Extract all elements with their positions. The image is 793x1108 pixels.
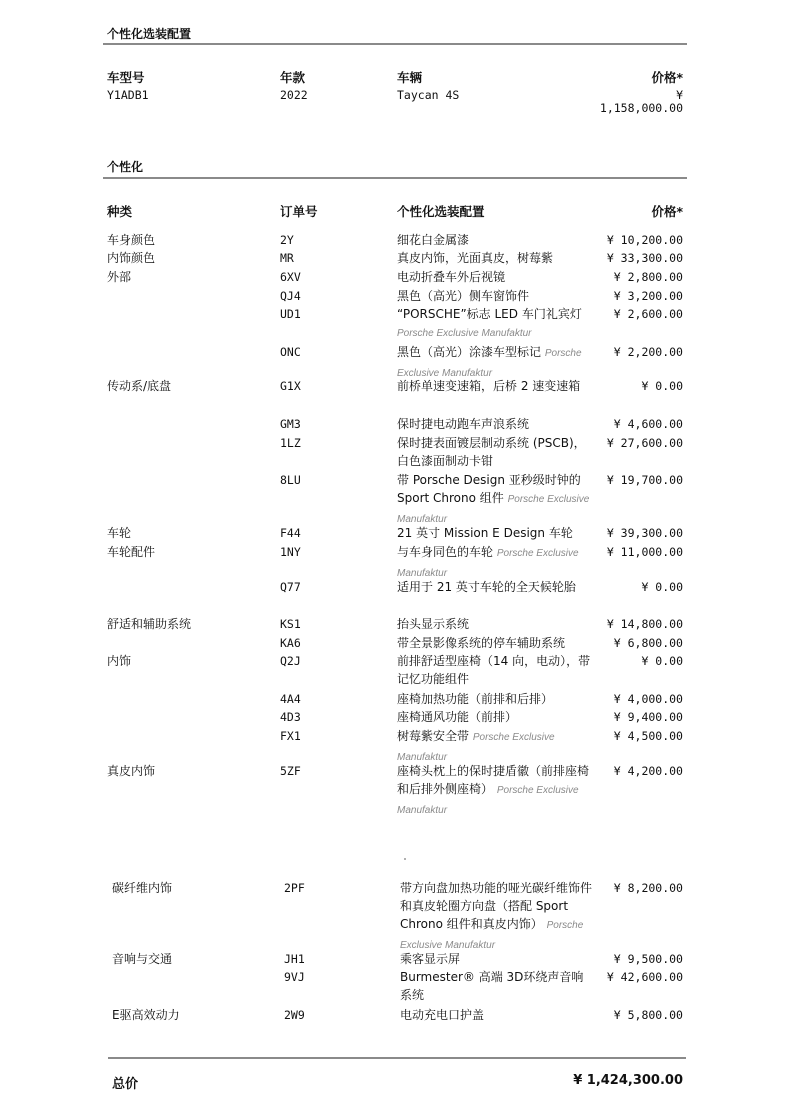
row-code: QJ4 xyxy=(280,289,301,303)
row-code: F44 xyxy=(280,526,301,540)
row-price: ¥ 10,200.00 xyxy=(606,233,683,247)
row-desc-text: 与车身同色的车轮 xyxy=(397,545,494,559)
row-price: ¥ 2,200.00 xyxy=(613,345,683,359)
row-price: ¥ 27,600.00 xyxy=(606,436,683,450)
row-desc: 细花白金属漆 xyxy=(397,233,470,247)
row-price: ¥ 9,500.00 xyxy=(613,952,683,966)
row-desc: 乘客显示屏 xyxy=(400,952,461,966)
vehicle-value: Taycan 4S xyxy=(397,88,460,102)
row-price: ¥ 2,600.00 xyxy=(613,307,683,321)
row-code: 4D3 xyxy=(280,710,301,724)
row-price: ¥ 0.00 xyxy=(641,580,683,594)
row-code: 2PF xyxy=(284,881,305,895)
row-code: UD1 xyxy=(280,307,301,321)
row-price: ¥ 39,300.00 xyxy=(606,526,683,540)
header-year: 年款 xyxy=(280,70,306,85)
row-desc: 抬头显示系统 xyxy=(397,617,470,631)
header-vehicle: 车辆 xyxy=(397,70,423,85)
row-code: ONC xyxy=(280,345,301,359)
row-desc: 前桥单速变速箱，后桥 2 速变速箱 xyxy=(397,379,581,393)
row-code: FX1 xyxy=(280,729,301,743)
row-category: 舒适和辅助系统 xyxy=(107,617,192,631)
year-value: 2022 xyxy=(280,88,308,102)
row-price: ¥ 0.00 xyxy=(641,654,683,668)
row-price: ¥ 4,600.00 xyxy=(613,417,683,431)
header-price: 价格* xyxy=(651,70,683,85)
row-manufaktur-note: Porsche Exclusive Manufaktur xyxy=(397,328,532,339)
row-category: 外部 xyxy=(107,270,132,284)
row-category: 内饰颜色 xyxy=(107,251,156,265)
row-desc: 真皮内饰，光面真皮，树莓紫 xyxy=(397,251,554,265)
row-desc: 21 英寸 Mission E Design 车轮 xyxy=(397,526,573,540)
row-category: 音响与交通 xyxy=(112,952,173,966)
row-category: E驱高效动力 xyxy=(112,1008,180,1022)
row-price: ¥ 33,300.00 xyxy=(606,251,683,265)
row-code: KA6 xyxy=(280,636,301,650)
row-desc: 电动折叠车外后视镜 xyxy=(397,270,506,284)
row-code: 5ZF xyxy=(280,764,301,778)
row-price: ¥ 0.00 xyxy=(641,379,683,393)
row-desc: Burmester® 高端 3D环绕声音响系统 xyxy=(400,970,584,1002)
row-code: 2Y xyxy=(280,233,294,247)
row-desc xyxy=(397,727,591,767)
row-code: 1LZ xyxy=(280,436,301,450)
row-price: ¥ 11,000.00 xyxy=(606,545,683,559)
row-price: ¥ 3,200.00 xyxy=(613,289,683,303)
row-code: G1X xyxy=(280,379,301,393)
row-price: ¥ 2,800.00 xyxy=(613,270,683,284)
vehicle-section-rule xyxy=(103,43,687,45)
total-value: ¥ 1,424,300.00 xyxy=(573,1073,683,1088)
row-desc: 适用于 21 英寸车轮的全天候轮胎 xyxy=(397,580,576,594)
row-price: ¥ 4,000.00 xyxy=(613,692,683,706)
row-category: 车轮配件 xyxy=(107,545,156,559)
row-code: 8LU xyxy=(280,473,301,487)
row-price: ¥ 42,600.00 xyxy=(606,970,683,984)
stray-mark xyxy=(404,858,406,860)
row-desc: 黑色（高光）侧车窗饰件 xyxy=(397,289,530,303)
vehicle-price-currency: ¥ xyxy=(676,88,683,102)
row-desc: 带全景影像系统的停车辅助系统 xyxy=(397,636,566,650)
row-desc: 电动充电口护盖 xyxy=(400,1008,485,1022)
row-code: GM3 xyxy=(280,417,301,431)
row-price: ¥ 9,400.00 xyxy=(613,710,683,724)
row-manufaktur-note: Porsche Exclusive Manufaktur xyxy=(397,732,555,763)
row-desc: 座椅通风功能（前排） xyxy=(397,710,518,724)
header-option-price: 价格* xyxy=(651,204,683,219)
row-code: 4A4 xyxy=(280,692,301,706)
row-price: ¥ 14,800.00 xyxy=(606,617,683,631)
row-desc-text: 带 Porsche Design 亚秒级时钟的 Sport Chrono 组件 xyxy=(397,473,581,505)
row-price: ¥ 6,800.00 xyxy=(613,636,683,650)
row-code: KS1 xyxy=(280,617,301,631)
row-desc-text: “PORSCHE”标志 LED 车门礼宾灯 xyxy=(397,307,582,321)
row-code: MR xyxy=(280,251,294,265)
header-option: 个性化选装配置 xyxy=(397,204,485,219)
total-label: 总价 xyxy=(112,1077,139,1092)
total-rule xyxy=(108,1057,686,1059)
row-desc-text: 黑色（高光）涂漆车型标记 xyxy=(397,345,542,359)
options-section-title: 个性化 xyxy=(107,160,144,174)
row-manufaktur-note: Porsche Exclusive Manufaktur xyxy=(397,785,579,816)
row-desc: 前排舒适型座椅（14 向，电动），带记忆功能组件 xyxy=(397,654,591,686)
row-desc-text: 座椅头枕上的保时捷盾徽（前排座椅和后排外侧座椅） xyxy=(397,764,590,796)
row-desc xyxy=(397,305,591,343)
row-code: 6XV xyxy=(280,270,301,284)
row-desc-text: 树莓紫安全带 xyxy=(397,729,470,743)
row-desc xyxy=(397,471,591,529)
row-category: 传动系/底盘 xyxy=(107,379,172,393)
header-model-no: 车型号 xyxy=(107,70,145,85)
row-price: ¥ 5,800.00 xyxy=(613,1008,683,1022)
row-desc-text: 带方向盘加热功能的哑光碳纤维饰件和真皮轮圈方向盘（搭配 Sport Chrono 组件和真皮内饰） xyxy=(400,881,593,931)
row-code: 9VJ xyxy=(284,970,305,984)
row-price: ¥ 4,500.00 xyxy=(613,729,683,743)
row-manufaktur-note: Porsche Exclusive Manufaktur xyxy=(397,548,579,579)
row-desc xyxy=(397,543,591,583)
row-code: JH1 xyxy=(284,952,305,966)
row-category: 内饰 xyxy=(107,654,132,668)
row-code: 1NY xyxy=(280,545,301,559)
row-desc xyxy=(397,762,591,820)
row-price: ¥ 4,200.00 xyxy=(613,764,683,778)
header-category: 种类 xyxy=(107,204,133,219)
row-category: 车轮 xyxy=(107,526,132,540)
row-desc: 保时捷电动跑车声浪系统 xyxy=(397,417,530,431)
row-category: 碳纤维内饰 xyxy=(112,881,173,895)
row-manufaktur-note: Porsche Exclusive Manufaktur xyxy=(397,348,582,379)
row-code: Q2J xyxy=(280,654,301,668)
row-price: ¥ 19,700.00 xyxy=(606,473,683,487)
row-category: 车身颜色 xyxy=(107,233,156,247)
row-price: ¥ 8,200.00 xyxy=(613,881,683,895)
vehicle-price-amount: 1,158,000.00 xyxy=(599,101,683,115)
row-code: 2W9 xyxy=(284,1008,305,1022)
row-manufaktur-note: Porsche Exclusive Manufaktur xyxy=(400,920,584,951)
row-desc: 座椅加热功能（前排和后排） xyxy=(397,692,554,706)
row-manufaktur-note: Porsche Exclusive Manufaktur xyxy=(397,494,590,525)
row-category: 真皮内饰 xyxy=(107,764,156,778)
header-order-no: 订单号 xyxy=(280,204,318,219)
vehicle-section-title: 个性化选装配置 xyxy=(107,27,192,41)
row-code: Q77 xyxy=(280,580,301,594)
options-section-rule xyxy=(103,177,687,179)
row-desc: 保时捷表面镀层制动系统 (PSCB)，白色漆面制动卡钳 xyxy=(397,436,586,468)
model-no-value: Y1ADB1 xyxy=(107,88,149,102)
